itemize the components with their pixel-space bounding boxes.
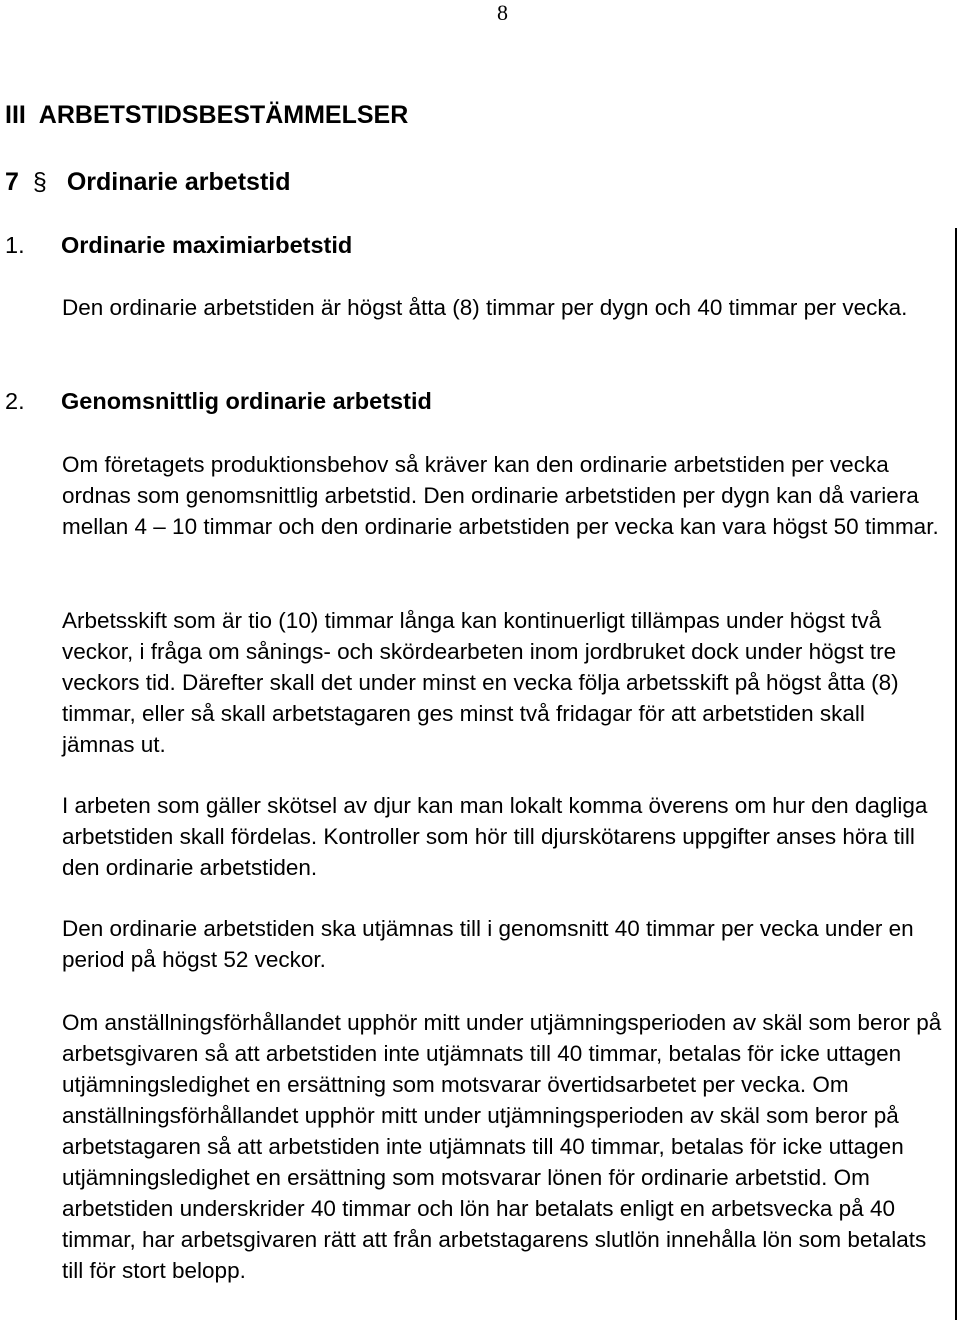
subsection-heading-2 — [5, 386, 432, 416]
subsection-number: 2. — [5, 388, 25, 414]
body-paragraph: Den ordinarie arbetstiden är högst åtta (8) timmar per dygn och 40 timmar per vecka. — [62, 295, 908, 320]
body-paragraph: Arbetsskift som är tio (10) timmar långa kan kontinuerligt tillämpas under högst två veckor, i fråga om sånings- och skördearbeten inom jordbruket dock under högst tre veckors tid. Därefter skall det under minst en vecka följa arbetsskift på högst åtta (8) timmar, eller så skall arbetstagaren ges minst två fridagar för att arbetstiden skall jämnas ut. — [62, 608, 899, 757]
body-paragraph: I arbeten som gäller skötsel av djur kan man lokalt komma överens om hur den dagliga arbetstiden skall fördelas. Kontroller som hör till djurskötarens uppgifter anses höra till den ordinarie arbetstiden. — [62, 793, 928, 880]
subsection-heading-1 — [5, 230, 352, 260]
body-paragraph: Om anställningsförhållandet upphör mitt under utjämningsperioden av skäl som beror på arbetsgivaren så att arbetstiden inte utjämnats till 40 timmar, betalas för icke uttagen utjämningsledighet en ersättning som motsvarar övertidsarbetet per vecka. Om anställningsförhållandet upphör mitt under utjämningsperioden av skäl som beror på arbetstagaren så att arbetstiden inte utjämnats till 40 timmar, betalas för icke uttagen utjämningsledighet en ersättning som motsvarar lönen för ordinarie arbetstid. Om arbetstiden underskrider 40 timmar och lön har betalats enligt en arbetsvecka på 40 timmar, har arbetsgivaren rätt att från arbetstagarens slutlön innehålla lön som betalats till för stort belopp. — [62, 1010, 942, 1283]
subsection-title: Genomsnittlig ordinarie arbetstid — [61, 388, 432, 414]
section-number: 7 — [5, 168, 19, 196]
section-heading — [5, 167, 290, 197]
chapter-heading: III ARBETSTIDSBESTÄMMELSER — [5, 101, 409, 129]
section-title: Ordinarie arbetstid — [66, 168, 291, 196]
page-number: 8 — [497, 0, 508, 25]
margin-change-bar — [955, 228, 957, 1320]
subsection-title: Ordinarie maximiarbetstid — [61, 232, 353, 258]
subsection-number: 1. — [5, 232, 25, 258]
body-paragraph: Om företagets produktionsbehov så kräver kan den ordinarie arbetstiden per vecka ordnas som genomsnittlig arbetstid. Den ordinarie arbetstiden per dygn kan då variera mellan 4 – 10 timmar och den ordinarie arbetstiden per vecka kan vara högst 50 timmar. — [62, 452, 939, 539]
body-paragraph: Den ordinarie arbetstiden ska utjämnas till i genomsnitt 40 timmar per vecka under en period på högst 52 veckor. — [62, 916, 914, 972]
section-symbol: § — [32, 168, 47, 196]
